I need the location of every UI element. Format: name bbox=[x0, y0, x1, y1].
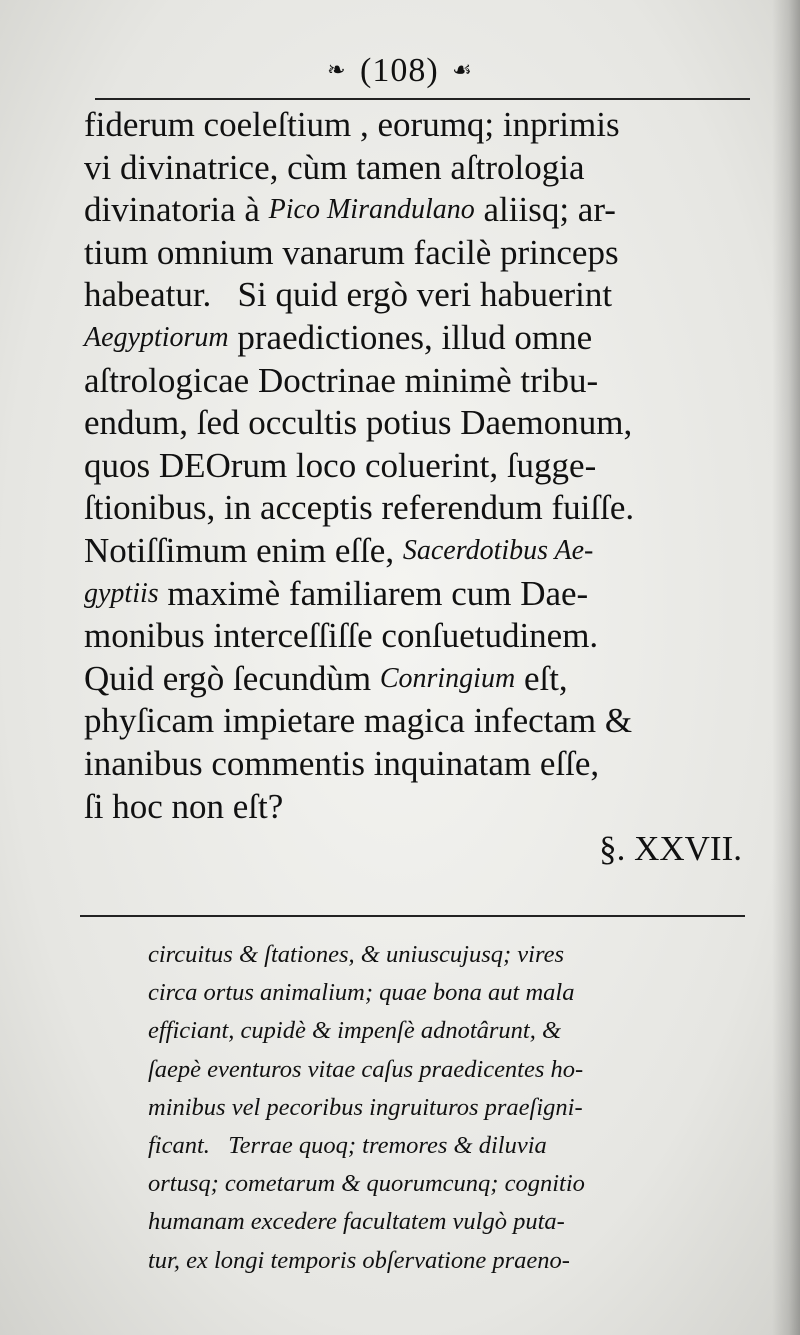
ornament-left-icon: ❧ bbox=[327, 57, 347, 82]
text-line: habeatur. Si quid ergò veri habuerint bbox=[84, 275, 613, 315]
text-line: ſi hoc non eſt? bbox=[84, 786, 284, 826]
text-line: gyptiis maximè familiarem cum Dae- bbox=[84, 573, 756, 616]
text-line: ſtionibus, in acceptis referendum fuiſſe. bbox=[84, 488, 635, 528]
footnote-rule bbox=[80, 915, 745, 917]
footnote-line: tur, ex longi temporis obſervatione praeno- bbox=[148, 1246, 570, 1274]
footnote-line: circuitus & ſtationes, & uniuscujusq; vires bbox=[148, 941, 565, 968]
ornament-right-icon: ☙ bbox=[452, 57, 473, 82]
text-line: fiderum coeleſtium , eorumq; inprimis bbox=[84, 105, 620, 144]
italic-name: gyptiis bbox=[84, 577, 159, 609]
text-line: quos DEOrum loco coluerint, ſugge- bbox=[84, 445, 597, 485]
text-line: phyſicam impietare magica infectam & bbox=[84, 701, 633, 741]
footnote-line: circa ortus animalium; quae bona aut mala bbox=[148, 979, 575, 1007]
text-line: endum, ſed occultis potius Daemonum, bbox=[84, 403, 633, 443]
footnote-line: ficant. Terrae quoq; tremores & diluvia bbox=[148, 1131, 547, 1159]
footnote-line: efficiant, cupidè & impenſè adnotârunt, & bbox=[148, 1017, 562, 1045]
italic-name: Conringium bbox=[379, 662, 516, 694]
italic-name: Sacerdotibus Ae- bbox=[402, 534, 594, 566]
text-line: vi divinatrice, cùm tamen aſtrologia bbox=[84, 147, 585, 187]
text-line: aſtrologicae Doctrinae minimè tribu- bbox=[84, 360, 599, 400]
text-line: Quid ergò ſecundùm Conringium eſt, bbox=[84, 658, 756, 701]
footnote-line: humanam excedere facultatem vulgò puta- bbox=[148, 1208, 565, 1236]
text-line: Notiſſimum enim eſſe, Sacerdotibus Ae- bbox=[84, 530, 756, 573]
footnote-line: ortusq; cometarum & quorumcunq; cognitio bbox=[148, 1170, 585, 1198]
footnote-line: minibus vel pecoribus ingruituros praeſigni- bbox=[148, 1093, 583, 1121]
page-header bbox=[0, 52, 800, 90]
header-rule bbox=[95, 98, 750, 100]
italic-name: Pico Mirandulano bbox=[268, 194, 475, 226]
text-line: inanibus commentis inquinatam eſſe, bbox=[84, 743, 600, 783]
text-line: divinatoria à Pico Mirandulano aliisq; ar- bbox=[84, 189, 756, 232]
text-line: monibus interceſſiſſe conſuetudinem. bbox=[84, 616, 599, 656]
text-line: tium omnium vanarum facilè princeps bbox=[84, 232, 619, 272]
main-text bbox=[84, 104, 756, 871]
footnote-text bbox=[148, 936, 740, 1280]
footnote-line: ſaepè eventuros vitae caſus praedicentes ho- bbox=[148, 1055, 584, 1083]
section-heading: §. XXVII. bbox=[599, 829, 742, 869]
italic-name: Aegyptiorum bbox=[84, 321, 229, 353]
text-line: Aegyptiorum praedictiones, illud omne bbox=[84, 317, 756, 360]
page-number: (108) bbox=[360, 52, 439, 89]
page-gutter-shadow bbox=[772, 0, 800, 1335]
